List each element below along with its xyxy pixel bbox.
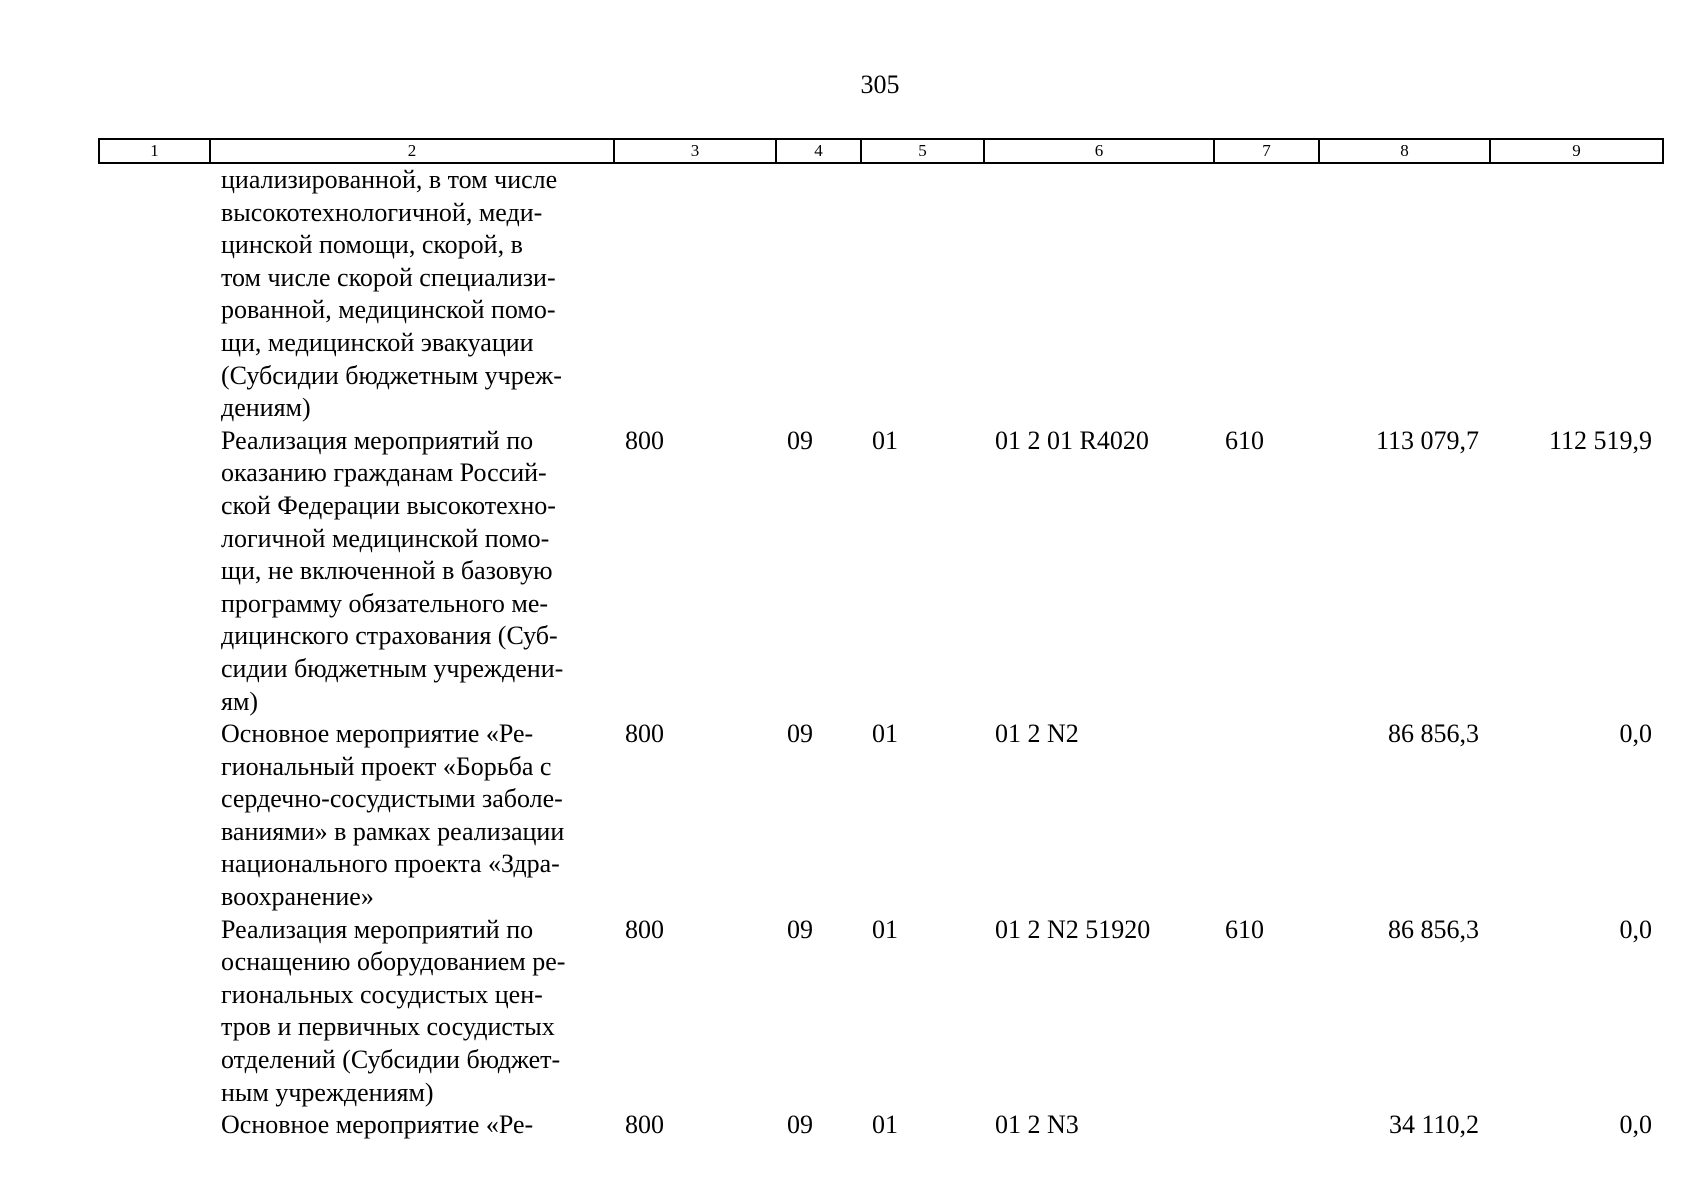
target-item-cell: 01 2 N2 51920: [995, 914, 1151, 944]
expense-type-cell: [1214, 718, 1319, 914]
ministry-cell: 800: [625, 1110, 664, 1140]
amount-2-cell: [1490, 163, 1663, 425]
header-cell-9: 9: [1490, 139, 1663, 163]
description-cell: циализированной, в том числе высокотехнологичной, меди- цинской помощи, скорой, в том числе скорой специализи- рованной, медицинской помо- щи, медицинской эвакуации (Субсидии бюджетным учреж- дениям): [221, 165, 562, 423]
section-cell: 09: [787, 914, 813, 944]
amount-1-cell: 86 856,3: [1388, 914, 1479, 944]
subsection-cell: 01: [872, 425, 898, 455]
section-cell: 09: [787, 1110, 813, 1140]
amount-2-cell: 112 519,9: [1548, 425, 1652, 455]
row-blank-cell: [99, 163, 210, 425]
amount-1-cell: 113 079,7: [1375, 425, 1479, 455]
table-row: [99, 718, 1663, 914]
budget-table: [98, 138, 1664, 1142]
header-cell-7: 7: [1214, 139, 1319, 163]
ministry-cell: 800: [625, 914, 664, 944]
page-number: 305: [860, 70, 900, 99]
table-row: [99, 163, 1663, 425]
subsection-cell: 01: [872, 914, 898, 944]
target-item-cell: 01 2 N2: [995, 719, 1079, 749]
target-item-cell: [984, 163, 1214, 425]
amount-1-cell: 34 110,2: [1388, 1110, 1479, 1140]
expense-type-cell: 610: [1225, 914, 1264, 944]
ministry-cell: 800: [625, 719, 664, 749]
row-blank-cell: [99, 1109, 210, 1142]
table-row: [99, 1109, 1663, 1142]
section-cell: 09: [787, 425, 813, 455]
header-cell-5: 5: [861, 139, 984, 163]
description-cell: Основное мероприятие «Ре-: [221, 1110, 534, 1140]
amount-2-cell: 0,0: [1619, 719, 1652, 749]
header-cell-4: 4: [776, 139, 861, 163]
description-cell: Основное мероприятие «Ре- гиональный проект «Борьба с сердечно-сосудистыми заболе- ваниями» в рамках реализации национального проекта «Здра- воохранение»: [221, 719, 565, 912]
header-cell-3: 3: [614, 139, 776, 163]
header-row: [99, 139, 1663, 163]
expense-type-cell: [1214, 163, 1319, 425]
expense-type-cell: [1214, 1109, 1319, 1142]
amount-1-cell: 86 856,3: [1388, 719, 1479, 749]
amount-1-cell: [1319, 163, 1490, 425]
table-row: [99, 425, 1663, 718]
amount-2-cell: 0,0: [1619, 1110, 1652, 1140]
row-blank-cell: [99, 718, 210, 914]
description-cell: Реализация мероприятий по оказанию гражданам Россий- ской Федерации высокотехно- логичной медицинской помо- щи, не включенной в базовую программу обязательного ме- дицинского страхования (Суб- сидии бюджетным учреждени- ям): [221, 425, 564, 716]
subsection-cell: 01: [872, 1110, 898, 1140]
header-cell-6: 6: [984, 139, 1214, 163]
subsection-cell: 01: [872, 719, 898, 749]
row-blank-cell: [99, 914, 210, 1110]
description-cell: Реализация мероприятий по оснащению оборудованием ре- гиональных сосудистых цен- тров и первичных сосудистых отделений (Субсидии бюджет- ным учреждениям): [221, 914, 566, 1107]
header-cell-2: 2: [210, 139, 614, 163]
header-cell-8: 8: [1319, 139, 1490, 163]
header-cell-1: 1: [99, 139, 210, 163]
subsection-cell: [861, 163, 984, 425]
table-row: [99, 914, 1663, 1110]
ministry-cell: [614, 163, 776, 425]
table-body: [99, 163, 1663, 1142]
expense-type-cell: 610: [1225, 425, 1264, 455]
target-item-cell: 01 2 01 R4020: [995, 425, 1149, 455]
target-item-cell: 01 2 N3: [995, 1110, 1079, 1140]
row-blank-cell: [99, 425, 210, 718]
amount-2-cell: 0,0: [1619, 914, 1652, 944]
table-header: [99, 139, 1663, 163]
section-cell: [776, 163, 861, 425]
section-cell: 09: [787, 719, 813, 749]
ministry-cell: 800: [625, 425, 664, 455]
